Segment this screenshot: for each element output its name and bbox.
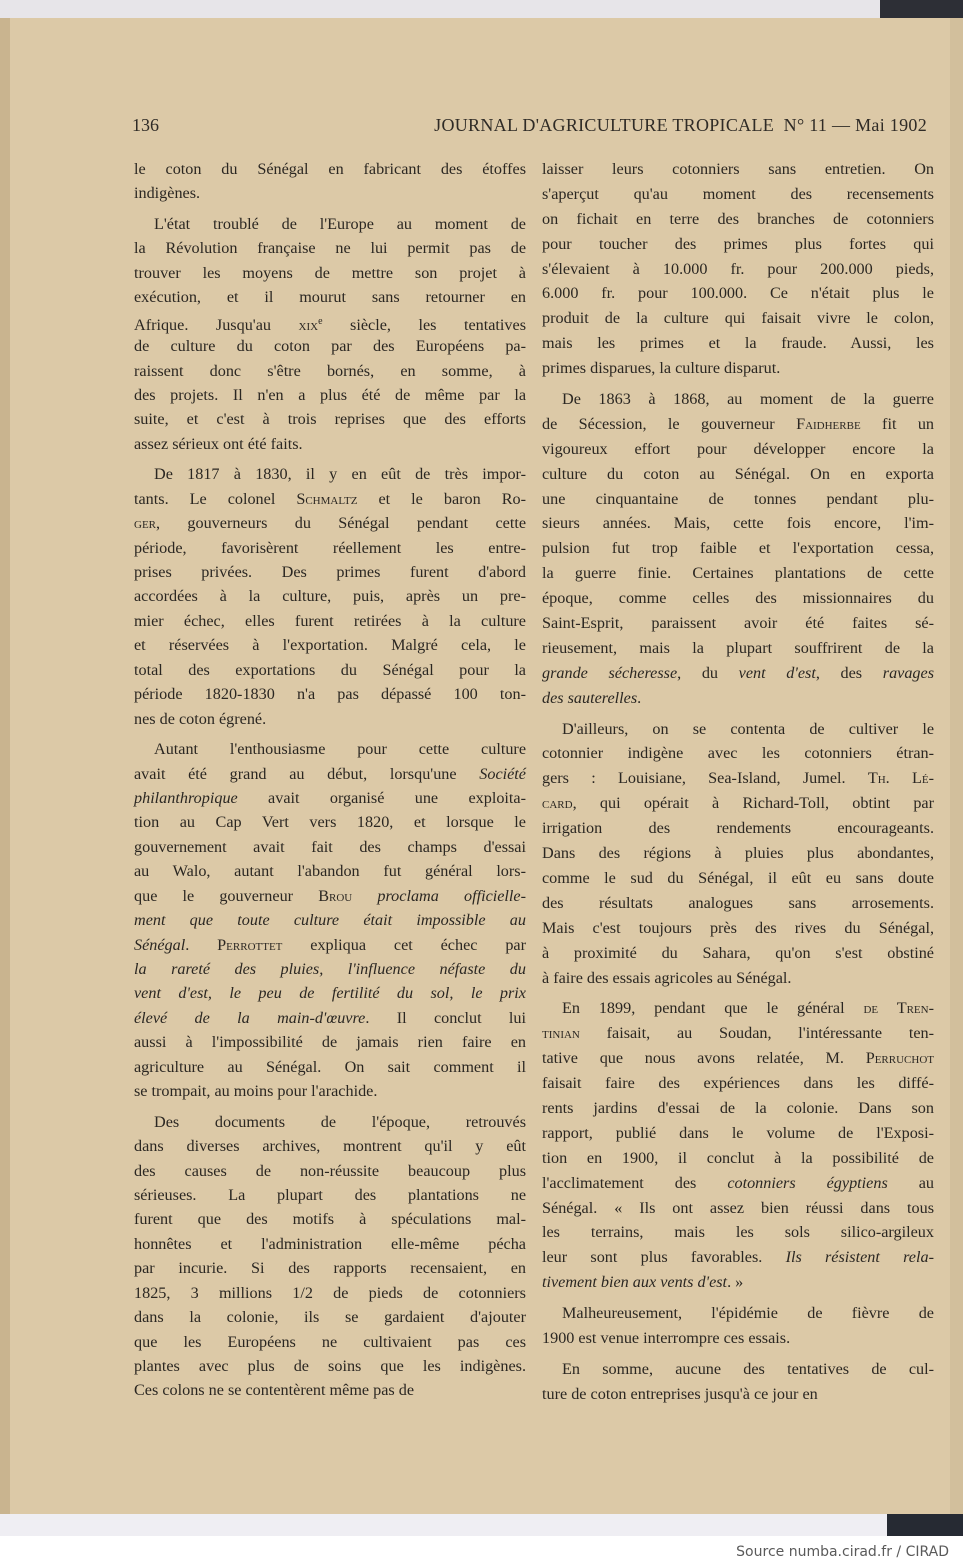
text-line: période 1820-1830 n'a pas dépassé 100 ton- bbox=[134, 685, 526, 704]
scan-cover-edge-bottom bbox=[887, 1514, 963, 1536]
text-segment: siècle, les tentatives bbox=[322, 315, 526, 334]
text-segment: , des bbox=[815, 663, 883, 682]
small-caps-name: Faidherbe bbox=[796, 414, 861, 433]
text-line: rapport, publié dans le volume de l'Exposi- bbox=[542, 1123, 934, 1142]
paragraph bbox=[134, 212, 526, 456]
text-segment: avait été grand au début, lorsqu'une bbox=[134, 764, 480, 783]
paragraph bbox=[542, 717, 934, 991]
text-line bbox=[134, 786, 526, 810]
text-line: tion au Cap Vert vers 1820, et lorsque le bbox=[134, 813, 526, 832]
text-line bbox=[542, 1245, 934, 1270]
text-segment: que le gouverneur bbox=[134, 886, 319, 905]
text-line: des causes de non-réussite beaucoup plus bbox=[134, 1161, 526, 1180]
italic-text: cotonniers égyptiens bbox=[727, 1173, 888, 1192]
text-line: laisser leurs cotonniers sans entretien. On bbox=[542, 160, 934, 178]
text-line: mais les primes et la fraude. Aussi, les bbox=[542, 334, 934, 353]
text-segment: , gouverneurs du Sénégal pendant cette bbox=[156, 514, 526, 533]
running-header bbox=[132, 115, 927, 139]
text-line: tion en 1900, il conclut à la possibilité de bbox=[542, 1148, 934, 1167]
text-segment: . bbox=[637, 688, 642, 707]
italic-text: Société bbox=[479, 764, 526, 783]
text-line: de culture du coton par des Européens pa- bbox=[134, 337, 526, 356]
text-line: De 1863 à 1868, au moment de la guerre bbox=[562, 390, 934, 409]
text-line: D'ailleurs, on se contenta de cultiver le bbox=[562, 719, 934, 738]
paragraph bbox=[134, 157, 526, 206]
journal-title bbox=[434, 115, 927, 136]
text-segment: l'acclimatement des bbox=[542, 1173, 728, 1192]
text-line: indigènes. bbox=[134, 184, 201, 203]
text-line: plantes avec plus de soins que les indigènes. bbox=[134, 1357, 526, 1375]
text-line bbox=[134, 981, 526, 1005]
text-line: Malheureusement, l'épidémie de fièvre de bbox=[562, 1304, 934, 1323]
text-line: faisait faire des expériences dans les diffé- bbox=[542, 1074, 934, 1093]
paragraph bbox=[542, 157, 934, 381]
text-segment: tative que nous avons relatée, M. bbox=[542, 1049, 866, 1068]
text-line: Sénégal. « Ils ont assez bien réussi dans tous bbox=[542, 1198, 934, 1217]
small-caps-name: Schmaltz bbox=[296, 489, 358, 508]
text-line: période, favorisèrent réellement les entre- bbox=[134, 538, 526, 557]
text-line: 1900 est venue interrompre ces essais. bbox=[542, 1328, 791, 1347]
text-line: irrigation des rendements encourageants. bbox=[542, 819, 934, 838]
text-line: De 1817 à 1830, il y en eût de très impor- bbox=[154, 465, 526, 484]
text-line: vigoureux effort pour développer encore la bbox=[542, 439, 934, 458]
text-line: En somme, aucune des tentatives de cul- bbox=[562, 1359, 934, 1378]
text-line: gouvernement avait fait des champs d'essai bbox=[134, 837, 526, 856]
text-line: Ces colons ne se contentèrent même pas de bbox=[134, 1381, 415, 1400]
text-line: pour toucher des primes plus fortes qui bbox=[542, 234, 934, 253]
text-line: Saint-Esprit, paraissent avoir été faites sé- bbox=[542, 614, 934, 633]
text-line: mier échec, elles furent retirées à la culture bbox=[134, 611, 526, 630]
italic-text: élevé de la main-d'œuvre bbox=[134, 1008, 366, 1027]
text-line: se trompait, au moins pour l'arachide. bbox=[134, 1082, 378, 1101]
text-line bbox=[542, 661, 934, 686]
text-line bbox=[134, 1006, 526, 1030]
text-segment: Afrique. Jusqu'au bbox=[134, 315, 299, 334]
italic-text: proclama officielle- bbox=[377, 886, 527, 905]
text-line bbox=[542, 686, 934, 711]
text-line: la Révolution française ne lui permit pas de bbox=[134, 239, 526, 258]
text-line: produit de la culture qui faisait vivre le colon, bbox=[542, 309, 934, 328]
text-line: prises privées. Des primes furent d'abord bbox=[134, 563, 526, 581]
text-line: que les Européens ne cultivaient pas ces bbox=[134, 1332, 526, 1351]
text-line: agriculture au Sénégal. On sait comment il bbox=[134, 1057, 526, 1076]
italic-text: vent d'est, le peu de fertilité du sol, le prix bbox=[134, 984, 526, 1003]
italic-text: la rareté des pluies, l'influence néfaste du bbox=[134, 960, 526, 978]
text-line: on fichait en terre des branches de cotonniers bbox=[542, 209, 934, 228]
text-segment: faisait, au Soudan, l'intéressante ten- bbox=[579, 1024, 934, 1043]
italic-text: grande sécheresse bbox=[542, 663, 678, 682]
text-line: nes de coton égrené. bbox=[134, 709, 267, 728]
text-line: total des exportations du Sénégal pour la bbox=[134, 660, 526, 679]
issue-info: N° 11 — Mai 1902 bbox=[783, 115, 927, 135]
text-line bbox=[542, 1171, 934, 1196]
italic-text: ment que toute culture était impossible au bbox=[134, 911, 526, 930]
text-line: à faire des essais agricoles au Sénégal. bbox=[542, 968, 792, 987]
small-caps-name: ger bbox=[134, 514, 156, 533]
italic-text: philanthropique bbox=[134, 788, 238, 807]
text-line bbox=[134, 487, 526, 511]
text-line: 6.000 fr. pour 100.000. Ce n'était plus le bbox=[542, 284, 934, 303]
text-segment: . bbox=[185, 935, 218, 954]
text-segment: au bbox=[887, 1173, 934, 1192]
text-line: s'élevaient à 10.000 fr. pour 200.000 pieds, bbox=[542, 259, 934, 278]
text-line bbox=[542, 1021, 934, 1046]
page-number: 136 bbox=[132, 115, 159, 135]
text-segment: fit un bbox=[860, 414, 935, 433]
text-line: furent que des motifs à spéculations mal- bbox=[134, 1210, 526, 1229]
text-line bbox=[134, 511, 526, 535]
italic-text: des sauterelles bbox=[542, 688, 638, 707]
text-line: Autant l'enthousiasme pour cette culture bbox=[154, 740, 526, 759]
text-line: s'aperçut qu'au moment des recensements bbox=[542, 184, 934, 203]
text-segment: gers : Louisiane, Sea-Island, Jumel. bbox=[542, 769, 868, 788]
text-line: aussi à l'impossibilité de jamais rien faire en bbox=[134, 1033, 526, 1052]
text-segment: , du bbox=[677, 663, 739, 682]
text-line: accordées à la culture, puis, après un pre- bbox=[134, 587, 526, 606]
italic-text: vent d'est bbox=[738, 663, 816, 682]
text-line: sieurs années. Mais, cette fois encore, l'im- bbox=[542, 514, 934, 533]
text-segment: leur sont plus favorables. bbox=[542, 1248, 786, 1267]
page-binding-edge bbox=[0, 18, 10, 1514]
small-caps-name: tinian bbox=[542, 1024, 580, 1043]
paragraph bbox=[542, 1357, 934, 1407]
small-caps-name: Perruchot bbox=[865, 1049, 934, 1068]
text-line: et réservées à l'exportation. Malgré cela, le bbox=[134, 636, 526, 655]
text-line: trouver les moyens de mettre son projet à bbox=[134, 263, 526, 282]
text-line: dans la colonie, ils se gardaient d'ajouter bbox=[134, 1308, 526, 1327]
text-line bbox=[134, 884, 526, 908]
text-line: rieusement, mais la plupart souffrirent de la bbox=[542, 638, 934, 657]
text-segment: et le baron Ro- bbox=[357, 489, 526, 508]
text-line bbox=[542, 1270, 934, 1295]
text-segment: de Sécession, le gouverneur bbox=[542, 414, 797, 433]
italic-text: tivement bien aux vents d'est bbox=[542, 1273, 728, 1292]
text-line: culture du coton au Sénégal. On en exporta bbox=[542, 464, 934, 483]
text-line bbox=[542, 412, 934, 437]
text-line: à proximité du Sahara, qu'on s'est obstiné bbox=[542, 943, 934, 962]
left-text-column bbox=[134, 157, 526, 1403]
text-line: rents jardins d'essai de la colonie. Dans son bbox=[542, 1098, 934, 1117]
text-line: la guerre finie. Certaines plantations de cette bbox=[542, 564, 934, 583]
text-line: ture de coton entreprises jusqu'à ce jour en bbox=[542, 1384, 818, 1403]
italic-text: ravages bbox=[882, 663, 935, 682]
text-line: des résultats analogues sans arrosements. bbox=[542, 893, 934, 912]
text-line: une cinquantaine de tonnes pendant plu- bbox=[542, 489, 934, 508]
text-segment: , qui opérait à Richard-Toll, obtint par bbox=[572, 794, 934, 813]
small-caps-name: xix bbox=[298, 315, 319, 334]
text-line bbox=[134, 762, 526, 786]
scan-bottom-margin bbox=[0, 1514, 963, 1536]
text-line: honnêtes et l'administration elle-même pécha bbox=[134, 1234, 526, 1253]
small-caps-name: Th. Lé- bbox=[867, 769, 934, 788]
journal-name: JOURNAL D'AGRICULTURE TROPICALE bbox=[434, 115, 775, 135]
text-line: Dans des régions à pluies plus abondantes, bbox=[542, 844, 934, 863]
text-line: époque, comme celles des missionnaires du bbox=[542, 589, 934, 608]
text-line: suite, et c'est à trois reprises que des efforts bbox=[134, 410, 526, 429]
text-segment: avait organisé une exploita- bbox=[237, 788, 526, 807]
text-segment: En 1899, pendant que le général bbox=[562, 999, 864, 1018]
scan-cover-edge bbox=[880, 0, 963, 20]
text-line: cotonnier indigène avec les cotonniers étran- bbox=[542, 744, 934, 763]
paragraph bbox=[542, 1301, 934, 1351]
text-line: raissent donc s'être bornés, en somme, à bbox=[134, 361, 526, 380]
scan-top-margin bbox=[0, 0, 963, 19]
paragraph bbox=[134, 1110, 526, 1403]
text-line: au Walo, autant l'abandon fut général lors- bbox=[134, 862, 526, 881]
text-line: 1825, 3 millions 1/2 de pieds de cotonniers bbox=[134, 1283, 526, 1302]
text-line: sérieuses. La plupart des plantations ne bbox=[134, 1185, 526, 1204]
page-right-edge bbox=[950, 18, 963, 1514]
text-line: assez sérieux ont été faits. bbox=[134, 434, 303, 453]
paragraph bbox=[134, 737, 526, 1104]
right-text-column bbox=[542, 157, 934, 1407]
text-segment: . Il conclut lui bbox=[365, 1008, 526, 1027]
text-line: Des documents de l'époque, retrouvés bbox=[154, 1112, 526, 1131]
text-line: Mais c'est toujours près des rives du Sénégal, bbox=[542, 918, 934, 937]
small-caps-name: card bbox=[542, 794, 573, 813]
text-line bbox=[542, 791, 934, 816]
text-line bbox=[134, 933, 526, 957]
text-line bbox=[542, 766, 934, 791]
paragraph bbox=[542, 996, 934, 1295]
italic-text: Ils résistent rela- bbox=[785, 1248, 934, 1267]
text-line bbox=[134, 908, 526, 932]
text-line: L'état troublé de l'Europe au moment de bbox=[154, 214, 526, 233]
text-line: exécution, et il mourut sans retourner en bbox=[134, 288, 526, 307]
text-line bbox=[542, 1046, 934, 1071]
text-segment: expliqua cet échec par bbox=[282, 935, 526, 954]
text-segment: . » bbox=[727, 1273, 744, 1292]
italic-text: Sénégal bbox=[134, 935, 186, 954]
text-segment bbox=[352, 887, 377, 905]
text-segment: tants. Le colonel bbox=[134, 489, 297, 508]
text-line: comme le sud du Sénégal, il eût eu sans doute bbox=[542, 868, 934, 887]
paragraph bbox=[134, 462, 526, 731]
small-caps-name: Perrottet bbox=[217, 935, 283, 954]
small-caps-name: de Tren- bbox=[863, 999, 934, 1018]
text-line bbox=[134, 957, 526, 981]
text-line: primes disparues, la culture disparut. bbox=[542, 359, 781, 378]
text-line: des projets. Il n'en a plus été de même par la bbox=[134, 385, 526, 404]
text-line bbox=[134, 310, 526, 334]
superscript: e bbox=[318, 315, 323, 327]
text-line: les terrains, mais les sols silico-argileux bbox=[542, 1223, 934, 1242]
text-line: par incurie. Si des rapports recensaient, en bbox=[134, 1259, 526, 1278]
text-line: le coton du Sénégal en fabricant des étoffes bbox=[134, 160, 526, 178]
text-line bbox=[542, 996, 934, 1021]
text-line: pulsion fut trop faible et l'exportation cessa, bbox=[542, 539, 934, 558]
source-credit: Source numba.cirad.fr / CIRAD bbox=[736, 1544, 949, 1560]
small-caps-name: Brou bbox=[318, 886, 353, 905]
text-line: dans diverses archives, montrent qu'il y eût bbox=[134, 1137, 526, 1156]
paragraph bbox=[542, 387, 934, 711]
